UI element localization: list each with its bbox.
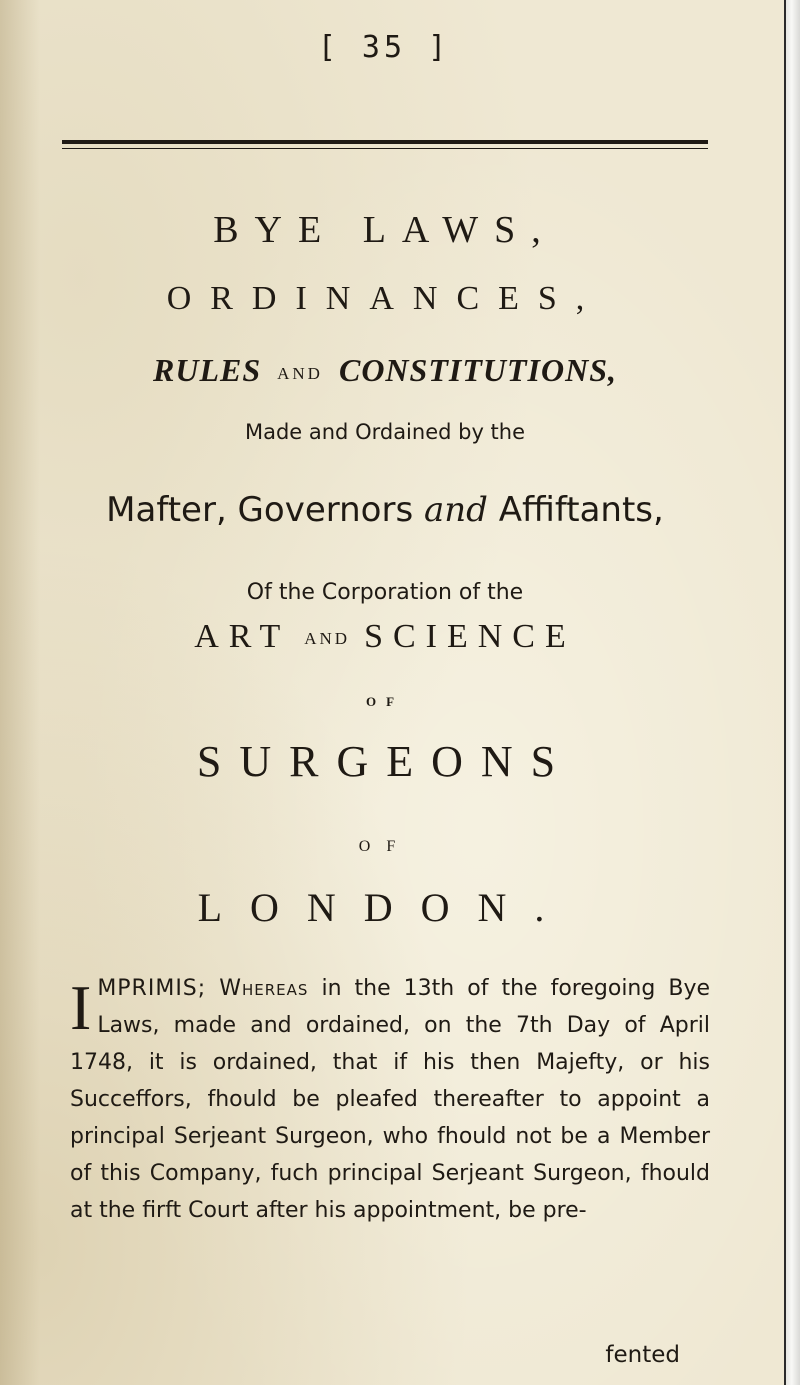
page-edge xyxy=(784,0,800,1385)
title-rules-constitutions xyxy=(60,352,710,389)
catchword: fented xyxy=(605,1342,680,1368)
title-london: LONDON. xyxy=(197,885,573,930)
title-corporation: Of the Corporation of the xyxy=(246,580,524,605)
title-science: SCIENCE xyxy=(364,618,576,655)
page-gutter-shadow xyxy=(0,0,40,1385)
title-constitutions: CONSTITUTIONS, xyxy=(338,352,617,388)
title-made-ordained: Made and Ordained by the xyxy=(244,420,526,444)
title-bye-laws: BYE LAWS, xyxy=(213,209,557,251)
title-assistants: Affiftants, xyxy=(498,490,664,530)
title-rules: RULES xyxy=(152,352,262,388)
body-text: in the 13th of the foregoing Bye Laws, made and ordained, on the 7th Day of April 1748, it is ordained, that if his then Majefty, or his Succeffors, fhould be pleafed thereafter to appoint a principal Serjeant Surgeon, who fhould not be a Member of this Company, fuch principal Serjeant Surgeon, fhould at the firft Court after his appointment, be pre- xyxy=(70,976,711,1223)
header-rule-thick xyxy=(62,140,708,144)
header-rule-thin xyxy=(62,148,708,149)
title-art-and: AND xyxy=(304,629,351,649)
body-paragraph xyxy=(70,970,710,1229)
title-art: ART xyxy=(194,618,291,655)
title-rules-and: AND xyxy=(277,363,323,383)
title-master-governors xyxy=(60,490,710,530)
title-master-and: and xyxy=(423,490,488,530)
page-number: [ 35 ] xyxy=(317,30,451,65)
title-of-2: OF xyxy=(358,838,412,855)
drop-cap: I xyxy=(70,972,92,1043)
whereas-word: Whereas xyxy=(219,976,309,1001)
title-ordinances: ORDINANCES, xyxy=(166,280,604,317)
title-of-1: OF xyxy=(365,694,405,709)
title-surgeons: SURGEONS xyxy=(196,737,574,786)
title-master: Mafter, Governors xyxy=(106,490,414,530)
lead-word: MPRIMIS; xyxy=(97,976,207,1001)
title-art-science xyxy=(60,618,710,656)
